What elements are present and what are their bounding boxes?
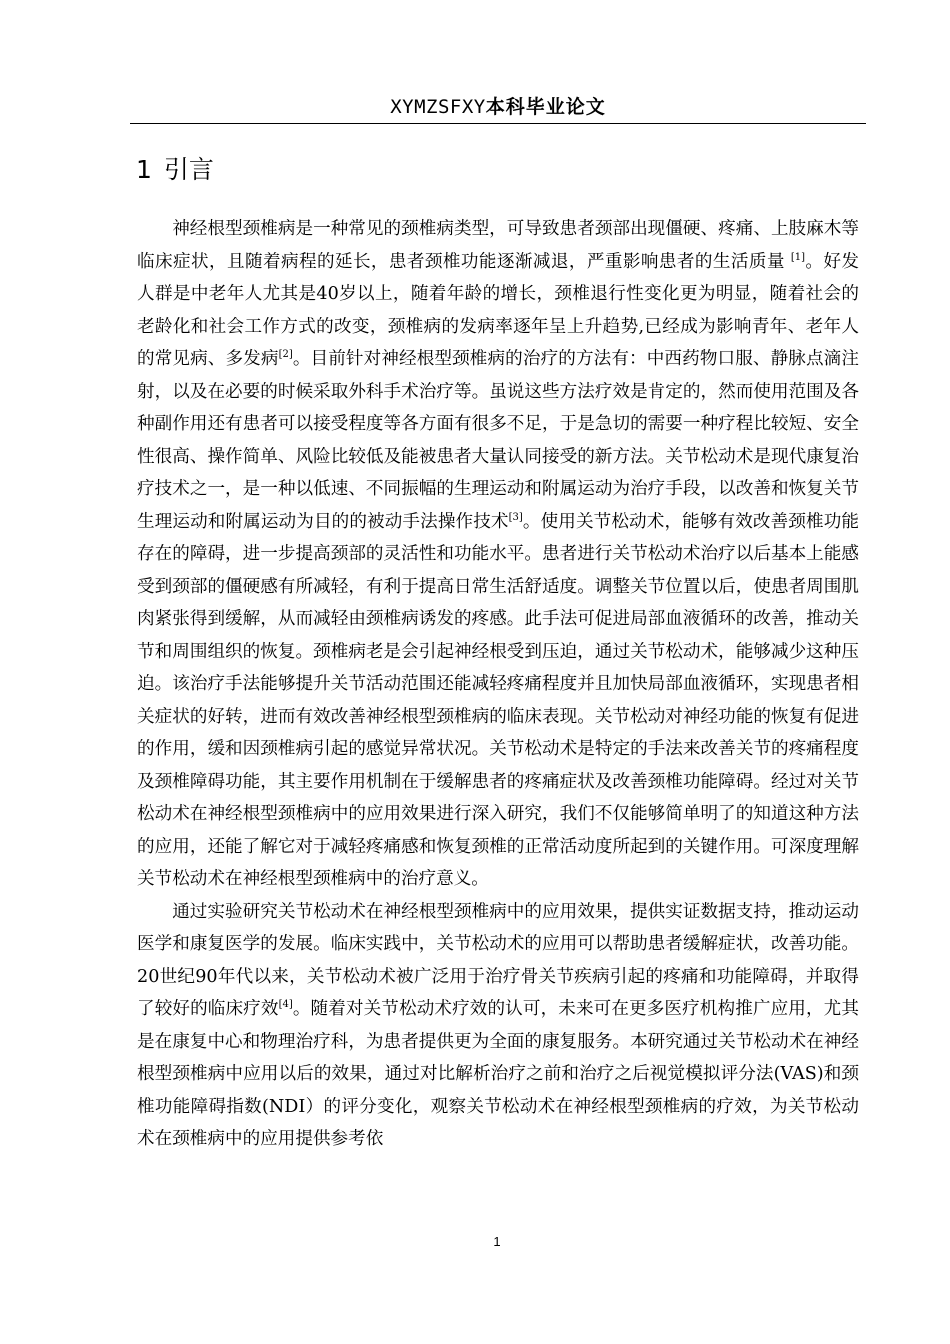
page-number: 1 [493, 1234, 501, 1249]
citation-ref: [4] [278, 999, 293, 1010]
paragraph-text: 。好发人群是中老年人尤其是40岁以上，随着年龄的增长，颈椎退行性变化更为明显，随着社会的老龄化和社会工作方式的改变，颈椎病的发病率逐年呈上升趋势,已经成为影响青年、老年人的常见病、多发病 [137, 251, 859, 369]
body-paragraph [137, 213, 859, 896]
paragraph-text: 。随着对关节松动术疗效的认可，未来可在更多医疗机构推广应用，尤其是在康复中心和物理治疗科，为患者提供更为全面的康复服务。本研究通过关节松动术在神经根型颈椎病中应用以后的效果，通过对比解析治疗之前和治疗之后视觉模拟评分法(VAS)和颈椎功能障碍指数(NDI）的评分变化，观察关节松动术在神经根型颈椎病的疗效，为关节松动术在颈椎病中的应用提供参考依 [137, 999, 859, 1149]
running-header [130, 93, 866, 121]
paragraph-text: 。目前针对神经根型颈椎病的治疗的方法有：中西药物口服、静脉点滴注射，以及在必要的时候采取外科手术治疗等。虽说这些方法疗效是肯定的，然而使用范围及各种副作用还有患者可以接受程度等各方面有很多不足，于是急切的需要一种疗程比较短、安全性很高、操作简单、风险比较低及能被患者大量认同接受的新方法。关节松动术是现代康复治疗技术之一，是一种以低速、不同振幅的生理运动和附属运动为治疗手段，以改善和恢复关节生理运动和附属运动为目的的被动手法操作技术 [137, 349, 859, 532]
paragraph-text: 通过实验研究关节松动术在神经根型颈椎病中的应用效果，提供实证数据支持，推动运动医学和康复医学的发展。临床实践中，关节松动术的应用可以帮助患者缓解症状，改善功能。20世纪90年代以来，关节松动术被广泛用于治疗骨关节疾病引起的疼痛和功能障碍，并取得了较好的临床疗效 [137, 901, 859, 1019]
header-rule [130, 123, 866, 124]
body-paragraph [137, 896, 859, 1156]
section-number: 1 [136, 155, 152, 184]
section-heading [136, 152, 214, 188]
paragraph-text: 神经根型颈椎病是一种常见的颈椎病类型，可导致患者颈部出现僵硬、疼痛、上肢麻木等临床症状，且随着病程的延长，患者颈椎功能逐渐减退，严重影响患者的生活质量 [137, 219, 859, 272]
citation-ref: [2] [278, 349, 293, 360]
section-title-text: 引言 [163, 155, 214, 184]
paragraph-text: 。使用关节松动术，能够有效改善颈椎功能存在的障碍，进一步提高颈部的灵活性和功能水平。患者进行关节松动术治疗以后基本上能感受到颈部的僵硬感有所减轻，有利于提高日常生活舒适度。调整关节位置以后，使患者周围肌肉紧张得到缓解，从而减轻由颈椎病诱发的疼感。此手法可促进局部血液循环的改善，推动关节和周围组织的恢复。颈椎病老是会引起神经根受到压迫，通过关节松动术，能够减少这种压迫。该治疗手法能够提升关节活动范围还能减轻疼痛程度并且加快局部血液循环，实现患者相关症状的好转，进而有效改善神经根型颈椎病的临床表现。关节松动对神经功能的恢复有促进的作用，缓和因颈椎病引起的感觉异常状况。关节松动术是特定的手法来改善关节的疼痛程度及颈椎障碍功能，其主要作用机制在于缓解患者的疼痛症状及改善颈椎功能障碍。经过对关节松动术在神经根型颈椎病中的应用效果进行深入研究，我们不仅能够简单明了的知道这种方法的应用，还能了解它对于减轻疼痛感和恢复颈椎的正常活动度所起到的关键作用。可深度理解关节松动术在神经根型颈椎病中的治疗意义。 [137, 511, 859, 889]
citation-ref: [3] [508, 511, 523, 523]
body-text [137, 213, 859, 1156]
header-code: XYMZSFXY [390, 96, 486, 118]
header-label: 本科毕业论文 [485, 96, 606, 118]
citation-ref: [1] [790, 251, 805, 263]
